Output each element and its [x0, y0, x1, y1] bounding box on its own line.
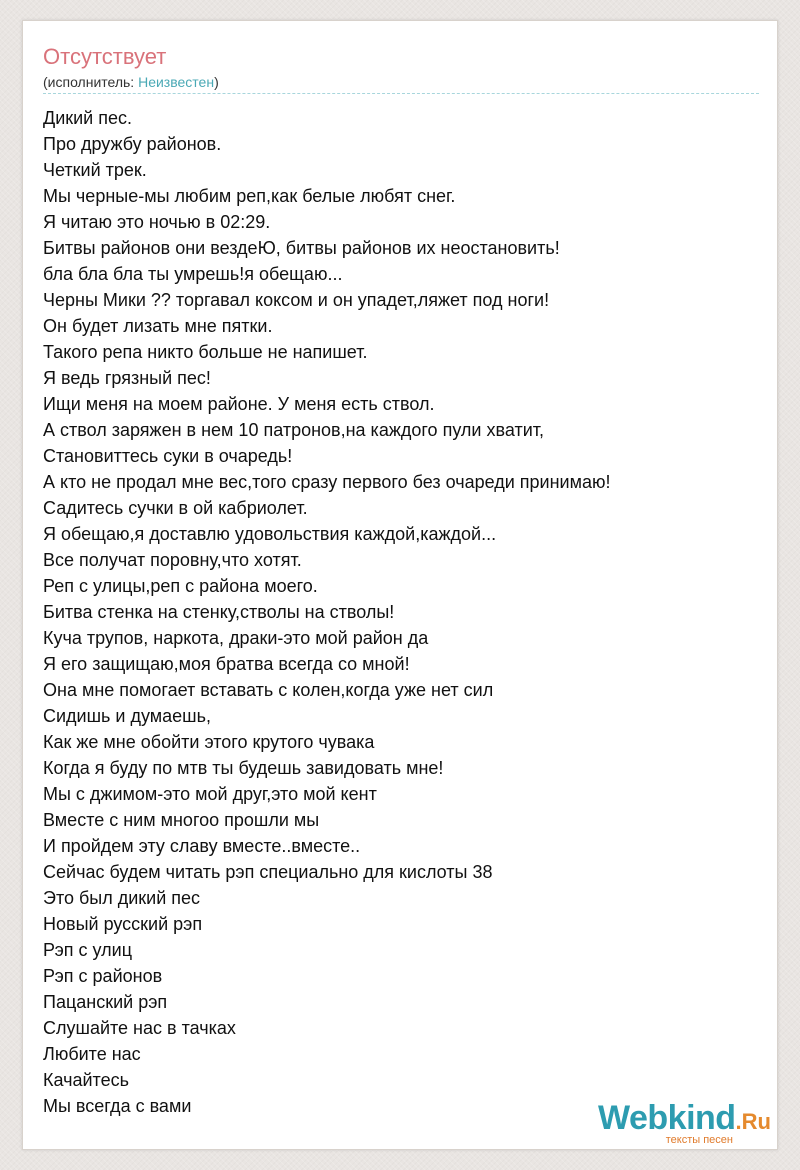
lyric-line: Я ведь грязный пес! — [43, 368, 211, 388]
lyric-line: Реп с улицы,реп с района моего. — [43, 576, 318, 596]
lyric-line: Вместе с ним многоо прошли мы — [43, 810, 320, 830]
lyric-line: Четкий трек. — [43, 160, 147, 180]
lyric-line: Она мне помогает вставать с колен,когда уже нет сил — [43, 680, 494, 700]
lyric-line: бла бла бла ты умрешь!я обещаю... — [43, 264, 343, 284]
lyric-line: Мы черные-мы любим реп,как белые любят снег. — [43, 186, 456, 206]
lyric-line: Куча трупов, наркота, драки-это мой район да — [43, 628, 429, 648]
lyric-line: Любите нас — [43, 1044, 141, 1064]
artist-prefix: (исполнитель: — [43, 74, 139, 90]
lyric-line: Я обещаю,я доставлю удовольствия каждой,каждой... — [43, 524, 497, 544]
lyric-line: Он будет лизать мне пятки. — [43, 316, 273, 336]
lyric-line: Рэп с улиц — [43, 940, 133, 960]
lyric-line: Все получат поровну,что хотят. — [43, 550, 302, 570]
lyric-line: Сидишь и думаешь, — [43, 706, 212, 726]
artist-line — [43, 73, 219, 91]
lyric-line: Мы с джимом-это мой друг,это мой кент — [43, 784, 377, 804]
lyric-line: Мы всегда с вами — [43, 1096, 192, 1116]
song-title: Отсутствует — [43, 44, 167, 69]
artist-suffix: ) — [214, 74, 219, 90]
logo-tagline: тексты песен — [665, 1134, 733, 1146]
logo-brand: Webkind — [598, 1099, 736, 1137]
lyric-line: Битвы районов они вездеЮ, битвы районов их неостановить! — [43, 238, 560, 258]
webkind-logo[interactable] — [598, 1100, 771, 1146]
lyric-line: А кто не продал мне вес,того сразу первого без очареди принимаю! — [43, 472, 611, 492]
lyric-line: Я читаю это ночью в 02:29. — [43, 212, 271, 232]
lyric-line: Становиттесь суки в очаредь! — [43, 446, 293, 466]
lyric-line: Когда я буду по мтв ты будешь завидовать мне! — [43, 758, 444, 778]
logo-tld: .Ru — [735, 1109, 771, 1134]
lyric-line: Черны Мики ?? торгавал коксом и он упадет,ляжет под ноги! — [43, 290, 550, 310]
lyrics-text — [43, 105, 759, 1119]
lyric-line: Ищи меня на моем районе. У меня есть ствол. — [43, 394, 435, 414]
lyric-line: Пацанский рэп — [43, 992, 168, 1012]
lyric-line: Новый русский рэп — [43, 914, 203, 934]
lyric-line: Слушайте нас в тачках — [43, 1018, 236, 1038]
lyric-line: Я его защищаю,моя братва всегда со мной! — [43, 654, 410, 674]
artist-link[interactable]: Неизвестен — [138, 74, 215, 90]
lyric-line: Это был дикий пес — [43, 888, 201, 908]
lyric-line: И пройдем эту славу вместе..вместе.. — [43, 836, 361, 856]
lyric-line: А ствол заряжен в нем 10 патронов,на каждого пули хватит, — [43, 420, 545, 440]
dashed-divider — [43, 93, 759, 94]
lyric-line: Про дружбу районов. — [43, 134, 222, 154]
lyric-line: Рэп с районов — [43, 966, 163, 986]
lyrics-card — [22, 20, 778, 1150]
lyric-line: Садитесь сучки в ой кабриолет. — [43, 498, 308, 518]
lyric-line: Качайтесь — [43, 1070, 129, 1090]
lyric-line: Как же мне обойти этого крутого чувака — [43, 732, 375, 752]
lyric-line: Сейчас будем читать рэп специально для кислоты 38 — [43, 862, 493, 882]
lyric-line: Дикий пес. — [43, 108, 132, 128]
lyric-line: Битва стенка на стенку,стволы на стволы! — [43, 602, 395, 622]
lyric-line: Такого репа никто больше не напишет. — [43, 342, 368, 362]
